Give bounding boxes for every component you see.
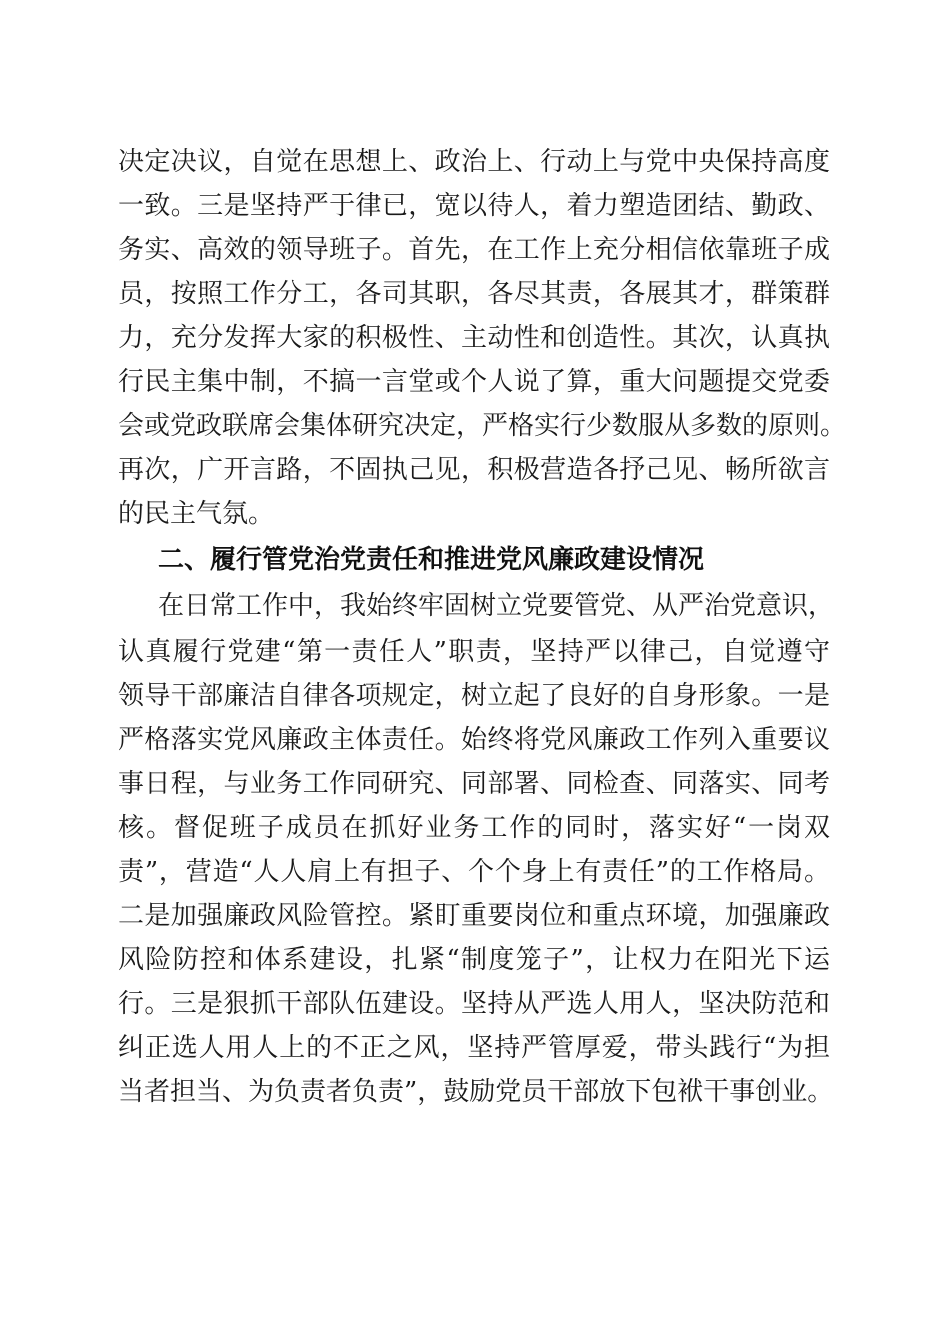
paragraph-line: 在日常工作中，我始终牢固树立党要管党、从严治党意识， [158, 591, 835, 621]
paragraph-line: 决定决议，自觉在思想上、政治上、行动上与党中央保持高度 [118, 147, 830, 177]
paragraph-line: 认真履行党建“第一责任人”职责，坚持严以律己，自觉遵守 [118, 637, 830, 667]
paragraph-line: 当者担当、为负责者负责”，鼓励党员干部放下包袱干事创业。 [118, 1077, 834, 1107]
paragraph-line: 核。督促班子成员在抓好业务工作的同时，落实好“一岗双 [118, 813, 830, 843]
paragraph-line: 严格落实党风廉政主体责任。始终将党风廉政工作列入重要议 [118, 725, 830, 755]
paragraph-line: 纠正选人用人上的不正之风，坚持严管厚爱，带头践行“为担 [118, 1033, 830, 1063]
paragraph-line: 事日程，与业务工作同研究、同部署、同检查、同落实、同考 [118, 769, 830, 799]
paragraph-line: 再次，广开言路，不固执己见，积极营造各抒己见、畅所欲言 [118, 455, 830, 485]
section-heading: 二、履行管党治党责任和推进党风廉政建设情况 [158, 545, 705, 575]
paragraph-line: 领导干部廉洁自律各项规定，树立起了良好的自身形象。一是 [118, 681, 830, 711]
paragraph-line: 行民主集中制，不搞一言堂或个人说了算，重大问题提交党委 [118, 367, 830, 397]
paragraph-line: 务实、高效的领导班子。首先，在工作上充分相信依靠班子成 [118, 235, 830, 265]
paragraph-line: 的民主气氛。 [118, 499, 275, 529]
paragraph-line: 一致。三是坚持严于律已，宽以待人，着力塑造团结、勤政、 [118, 191, 830, 221]
paragraph-line: 力，充分发挥大家的积极性、主动性和创造性。其次，认真执 [118, 323, 830, 353]
paragraph-line: 二是加强廉政风险管控。紧盯重要岗位和重点环境，加强廉政 [118, 901, 830, 931]
paragraph-line: 行。三是狠抓干部队伍建设。坚持从严选人用人，坚决防范和 [118, 989, 830, 1019]
paragraph-line: 会或党政联席会集体研究决定，严格实行少数服从多数的原则。 [118, 411, 847, 441]
paragraph-line: 员，按照工作分工，各司其职，各尽其责，各展其才，群策群 [118, 279, 830, 309]
paragraph-line: 风险防控和体系建设，扎紧“制度笼子”，让权力在阳光下运 [118, 945, 830, 975]
paragraph-line: 责”，营造“人人肩上有担子、个个身上有责任”的工作格局。 [118, 857, 830, 887]
